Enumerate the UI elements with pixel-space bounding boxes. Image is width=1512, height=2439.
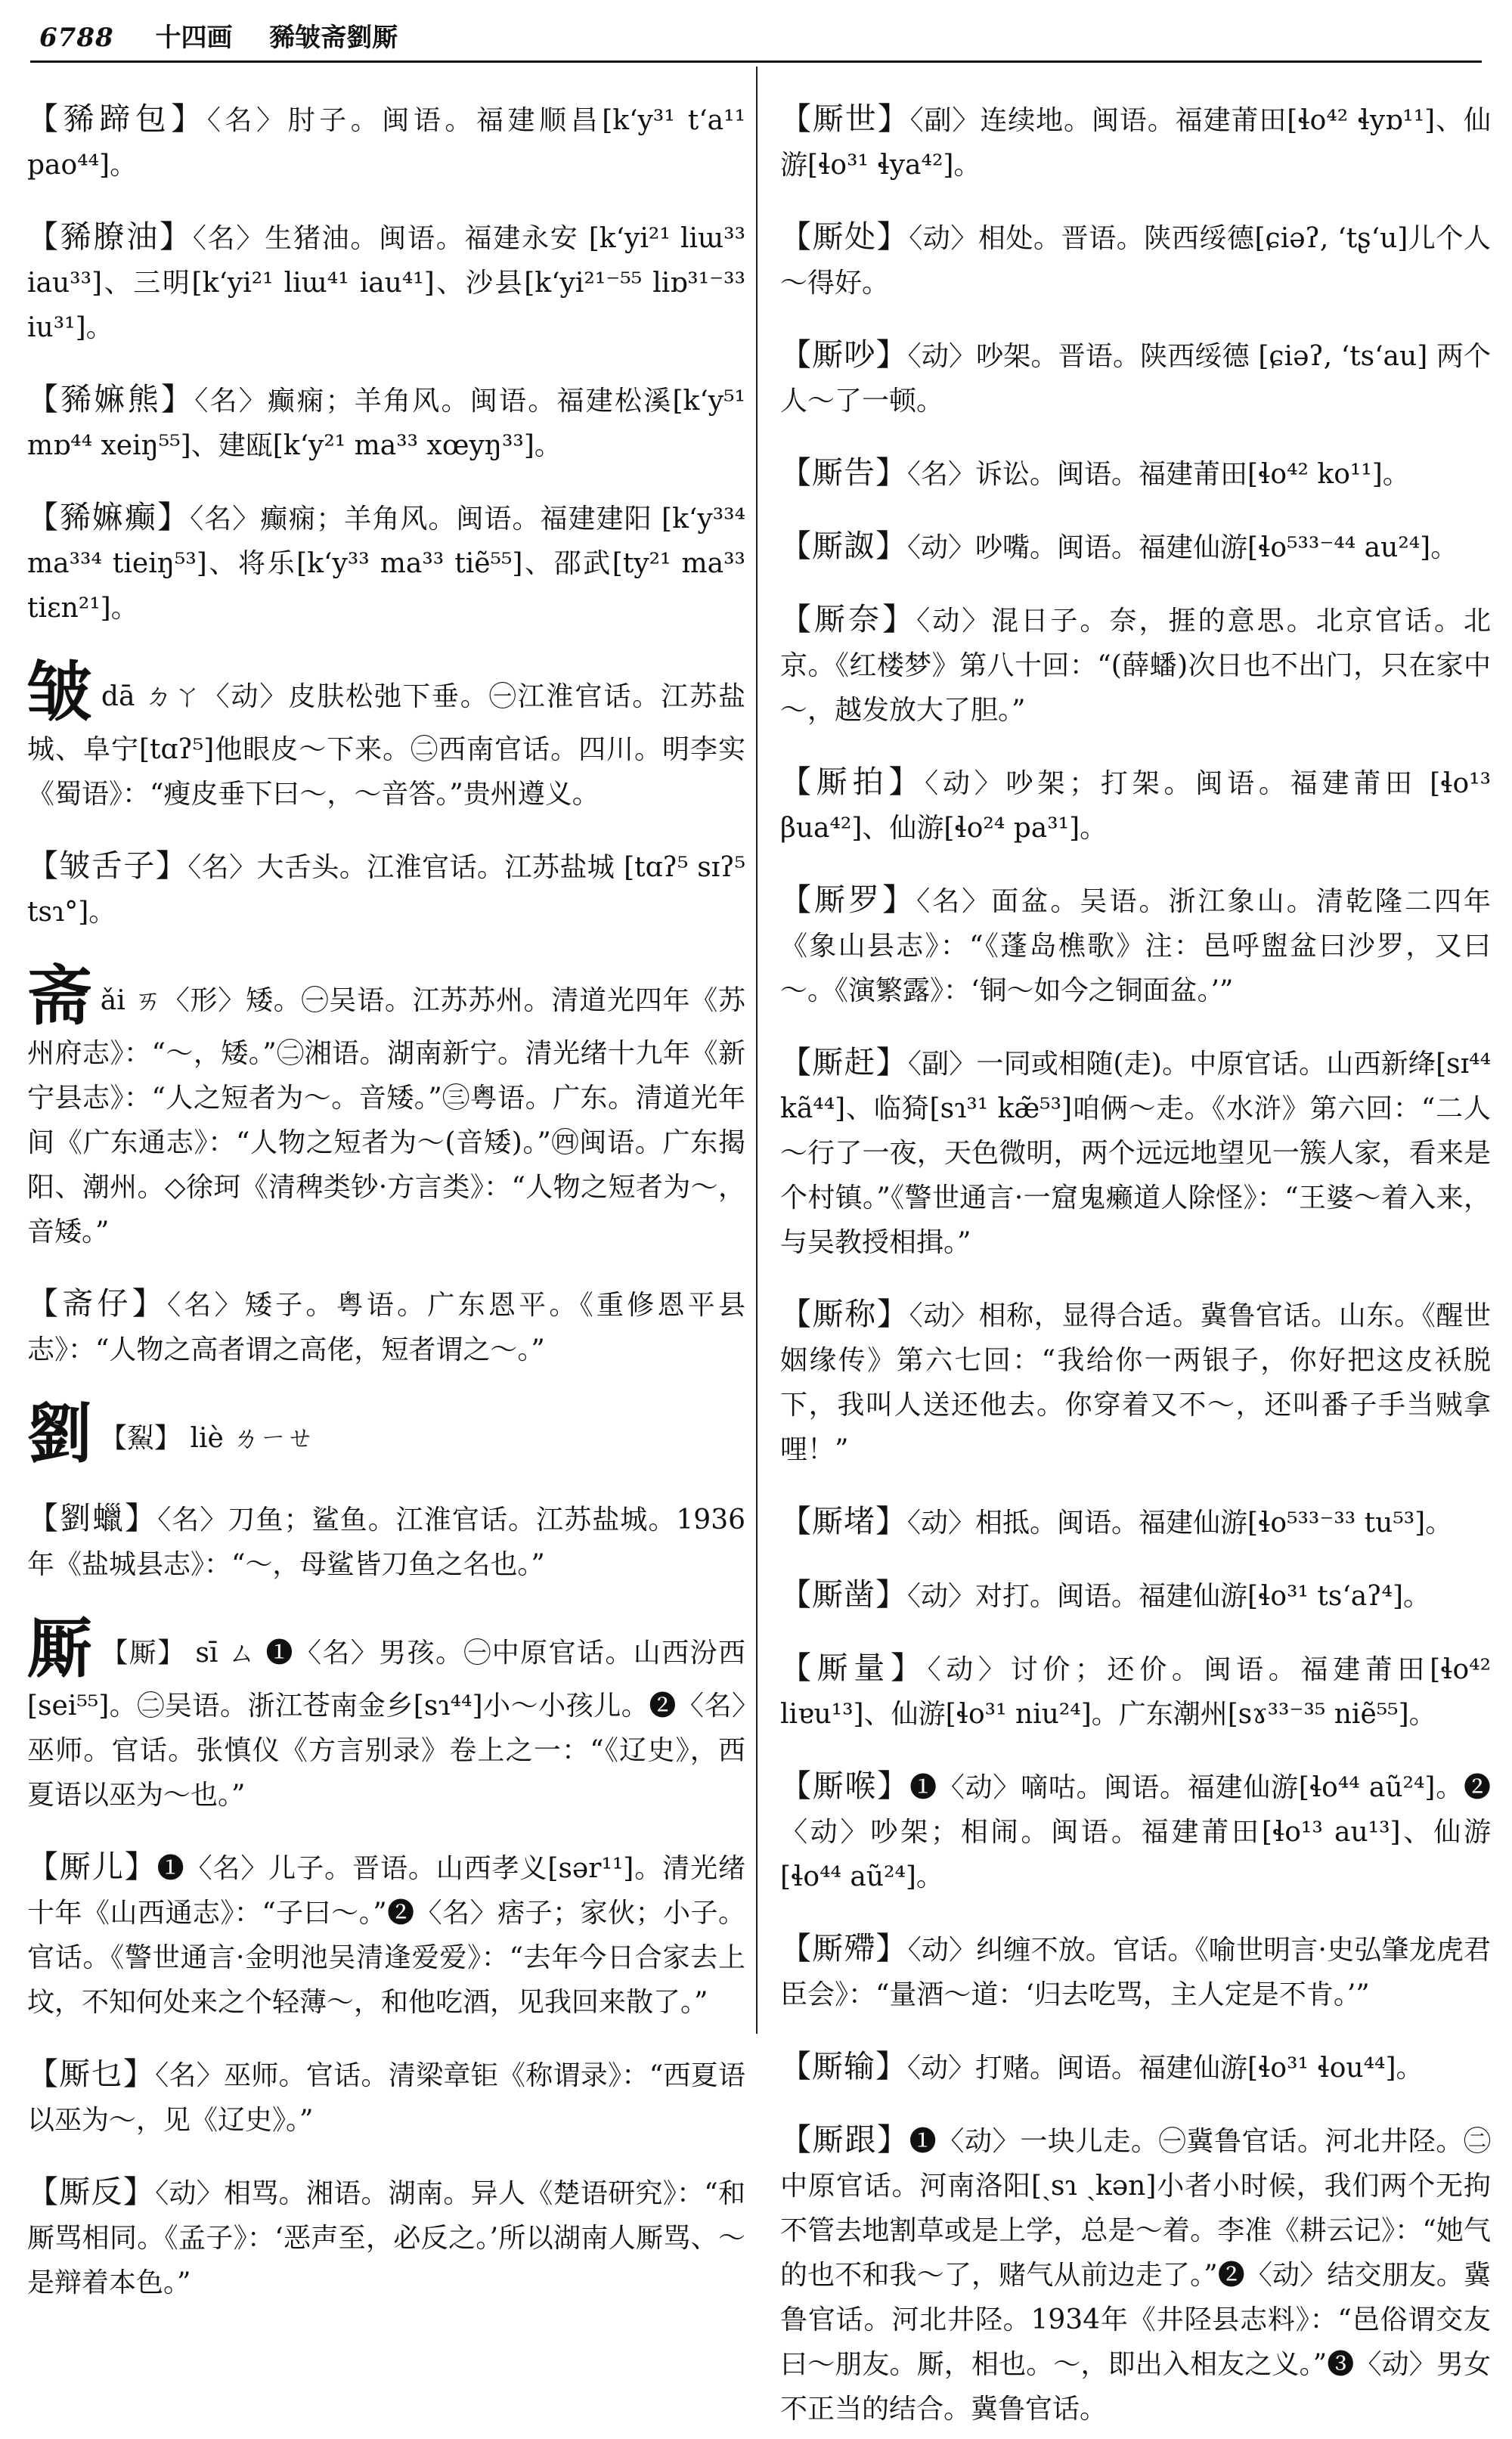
entry-text: 〈动〉吵架。晋语。陕西绥德 [ɕiəʔ, ʻtsʻau] 两个人～了一顿。 (780, 341, 1492, 417)
entry-text: 〈动〉相抵。闽语。福建仙游[ɬo⁵³³⁻³³ tu⁵³]。 (907, 1508, 1453, 1539)
entry (780, 1573, 1491, 1619)
entry-text: 〈名〉癫痫；羊角风。闽语。福建松溪[kʻy⁵¹ mɒ⁴⁴ xeiŋ⁵⁵]、建瓯[kʻy²¹ ma³³ xœyŋ³³]。 (27, 386, 745, 461)
entry (780, 878, 1491, 1013)
entry-head: 【豨蹄包】 (27, 101, 207, 137)
entry-text: 〈名〉生猪油。闽语。福建永安 [kʻyi²¹ liɯ³³ iau³³]、三明[kʻyi²¹ liɯ⁴¹ iau⁴¹]、沙县[kʻyi²¹⁻⁵⁵ liɒ³¹⁻³³ iu³¹]。 (27, 223, 745, 343)
headword-entry (27, 654, 746, 817)
entry-text: 〈名〉巫师。官话。清梁章钜《称谓录》：“西夏语以巫为～，见《辽史》。” (27, 2060, 746, 2136)
entry-head: 【厮罗】 (780, 882, 917, 918)
headword-entry (27, 1610, 745, 1818)
entry-text: 〈名〉肘子。闽语。福建顺昌[kʻy³¹ tʻa¹¹ pao⁴⁴]。 (27, 105, 746, 181)
entry-text: 【厮】 sī ㄙ ❶〈名〉男孩。㊀中原官话。山西汾西[sei⁵⁵]。㊁吴语。浙江苍南金乡[sɿ⁴⁴]小～小孩儿。❷〈名〉巫师。官话。张慎仪《方言别录》卷上之一：“《辽史》，西夏语以巫为～也。” (27, 1638, 745, 1811)
headword-char: 劉 (27, 1396, 92, 1472)
stroke-section: 十四画 (155, 23, 233, 53)
entry-head: 【厮赶】 (780, 1044, 908, 1080)
entry-text: 〈动〉纠缠不放。官话。《喻世明言·史弘肇龙虎君臣会》：“量酒～道：‘归去吃骂，主人定是不肯。’” (780, 1935, 1491, 2010)
entry-text: 〈名〉诉讼。闽语。福建莆田[ɬo⁴² ko¹¹]。 (907, 459, 1410, 490)
entry (27, 1845, 745, 2025)
entry (27, 844, 745, 934)
entry (780, 760, 1491, 851)
entry (27, 1281, 745, 1372)
entry-head: 【厮乜】 (27, 2056, 156, 2092)
entry (780, 1040, 1491, 1265)
entry (780, 333, 1491, 423)
entry-head: 【厮反】 (27, 2174, 156, 2210)
entry-head: 【厮詉】 (780, 528, 907, 564)
entry (780, 1926, 1491, 2017)
entry (780, 1292, 1491, 1472)
entry-text: 〈名〉癫痫；羊角风。闽语。福建建阳 [kʻy³³⁴ ma³³⁴ tieiŋ⁵³]、将乐[kʻy³³ ma³³ tiẽ⁵⁵]、邵武[ty²¹ ma³³ tiɛn²¹]。 (27, 504, 745, 624)
entry-head: 【皱舌子】 (27, 848, 188, 884)
entry-text: 〈副〉连续地。闽语。福建莆田[ɬo⁴² ɬyɒ¹¹]、仙游[ɬo³¹ ɬya⁴²]。 (780, 105, 1492, 181)
entry-text: 〈动〉相称，显得合适。冀鲁官话。山东。《醒世姻缘传》第六七回：“我给你一两银子，你好把这皮袄脱下，我叫人送还他去。你穿着又不～，还叫番子手当贼拿哩！” (780, 1300, 1491, 1465)
headword-char: 斋 (27, 958, 93, 1034)
entry-head: 【厮儿】 (27, 1849, 157, 1885)
entry (27, 2052, 745, 2143)
entry-head: 【厮拍】 (780, 764, 925, 800)
header-rule (30, 60, 1482, 63)
entry (780, 2118, 1491, 2431)
entry-head: 【豨嫲熊】 (27, 381, 195, 417)
entry (27, 2170, 745, 2305)
entry-text: ❶〈动〉一块儿走。㊀冀鲁官话。河北井陉。㊁中原官话。河南洛阳[ˏsɿ ˏkən]小者小时候，我们两个无拘不管去地割草或是上学，总是～着。李准《耕云记》：“她气的也不和我～了，赌气从前边走了。”❷〈动〉结交朋友。冀鲁官话。河北井陉。1934年《井陉县志料》：“邑俗谓交友曰～朋友。厮，相也。～，即出入相友之义。”❸〈动〉男女不正当的结合。冀鲁官话。 (780, 2126, 1491, 2425)
entry (780, 1646, 1491, 1737)
entry-head: 【厮告】 (780, 454, 907, 491)
entry-text: 〈动〉打赌。闽语。福建仙游[ɬo³¹ ɬou⁴⁴]。 (907, 2053, 1424, 2084)
entry-head: 【豨嫲癫】 (27, 499, 191, 535)
entry (27, 215, 745, 350)
entry-text: 【鮤】 liè ㄌㄧㄝ (100, 1423, 314, 1454)
page-header (39, 15, 1476, 60)
entry-text: dā ㄉㄚ〈动〉皮肤松弛下垂。㊀江淮官话。江苏盐城、阜宁[tɑʔ⁵]他眼皮～下来。㊁西南官话。四川。明李实《蜀语》：“瘦皮垂下曰～，～音答。”贵州遵义。 (27, 681, 746, 810)
entry-text: 〈动〉吵嘴。闽语。福建仙游[ɬo⁵³³⁻⁴⁴ au²⁴]。 (907, 532, 1458, 563)
entry-text: ❶〈动〉嘀咕。闽语。福建仙游[ɬo⁴⁴ aũ²⁴]。❷〈动〉吵架；相闹。闽语。福建莆田[ɬo¹³ au¹³]、仙游[ɬo⁴⁴ aũ²⁴]。 (780, 1772, 1491, 1892)
entry (780, 1499, 1491, 1545)
entry-head: 【厮量】 (780, 1650, 928, 1686)
entry (780, 597, 1491, 733)
entry-text: 〈动〉相骂。湘语。湖南。异人《楚语研究》：“和厮骂相同。《孟子》：‘恶声至，必反之。’所以湖南人厮骂、～是辩着本色。” (27, 2178, 746, 2298)
entry (780, 215, 1491, 305)
entry (780, 524, 1491, 570)
entry-text: 〈名〉矮子。粤语。广东恩平。《重修恩平县志》：“人物之高者谓之高佬，短者谓之～。” (27, 1290, 745, 1365)
entry-text: ❶〈名〉儿子。晋语。山西孝义[sər¹¹]。清光绪十年《山西通志》：“子曰～。”❷〈名〉痞子；家伙；小子。官话。《警世通言·金明池吴清逢爱爱》：“去年今日合家去上坟，不知何处来之个轻薄～，和他吃酒，见我回来散了。” (27, 1853, 745, 2018)
entry (27, 1496, 745, 1587)
entry-head: 【斋仔】 (27, 1285, 168, 1322)
entry (27, 97, 745, 187)
page-number: 6788 (39, 23, 114, 53)
entry-head: 【厮称】 (780, 1296, 909, 1332)
entry-head: 【厮跟】 (780, 2121, 909, 2158)
entry-text: 〈名〉大舌头。江淮官话。江苏盐城 [tɑʔ⁵ sɪʔ⁵ tsɿ°]。 (27, 852, 745, 928)
column-divider (756, 67, 758, 2034)
entry (27, 377, 745, 468)
entry (780, 97, 1491, 187)
entry-text: 〈动〉相处。晋语。陕西绥德[ɕiəʔ, ʻtʂʻu]儿个人～得好。 (780, 223, 1491, 299)
entry-text: 〈动〉对打。闽语。福建仙游[ɬo³¹ tsʻaʔ⁴]。 (907, 1581, 1430, 1612)
right-column (780, 70, 1491, 2439)
entry-text: 〈动〉吵架；打架。闽语。福建莆田 [ɬo¹³ βua⁴²]、仙游[ɬo²⁴ pa³¹]。 (780, 768, 1492, 844)
headword-entry (27, 1396, 745, 1472)
entry-text: 〈名〉刀鱼；鲨鱼。江淮官话。江苏盐城。1936年《盐城县志》：“～，母鲨皆刀鱼之名也。” (27, 1505, 746, 1580)
entry-text: 〈副〉一同或相随(走)。中原官话。山西新绛[sɪ⁴⁴ kã⁴⁴]、临猗[sɿ³¹ kæ̃⁵³]咱俩～走。《水浒》第六回：“二人～行了一夜，天色微明，两个远远地望见一簇人家，看来是个村镇。”《警世通言·一窟鬼癞道人除怪》：“王婆～着入来，与吴教授相揖。” (780, 1049, 1491, 1258)
entry (780, 2044, 1491, 2090)
entry-head: 【厮处】 (780, 218, 909, 255)
entry (780, 1764, 1491, 1899)
entry-head: 【豨膫油】 (27, 218, 193, 255)
entry-head: 【劉蠟】 (27, 1500, 158, 1536)
entry-head: 【厮堵】 (780, 1503, 907, 1539)
entry-head: 【厮凿】 (780, 1576, 907, 1613)
entry-text: 〈动〉讨价；还价。闽语。福建莆田[ɬo⁴² liɐu¹³]、仙游[ɬo³¹ niu²⁴]。广东潮州[sɤ³³⁻³⁵ niẽ⁵⁵]。 (780, 1654, 1492, 1730)
headword-char: 皱 (27, 654, 94, 730)
entry-text: 〈动〉混日子。奈，捱的意思。北京官话。北京。《红楼梦》第八十回：“(薛蟠)次日也不出门，只在家中～，越发放大了胆。” (780, 606, 1491, 726)
header-characters: 豨皱斋劉厮 (269, 23, 398, 53)
entry-text: ǎi ㄞ〈形〉矮。㊀吴语。江苏苏州。清道光四年《苏州府志》：“～，矮。”㊁湘语。湖南新宁。清光绪十九年《新宁县志》：“人之短者为～。音矮。”㊂粤语。广东。清道光年间《广东通志》：“人物之短者为～(音矮)。”㊃闽语。广东揭阳、潮州。◇徐珂《清稗类钞·方言类》：“人物之短者为～，音矮。” (27, 985, 745, 1247)
entry-head: 【厮奈】 (780, 601, 917, 637)
entry-head: 【厮殢】 (780, 1930, 908, 1966)
entry-head: 【厮喉】 (780, 1768, 910, 1804)
headword-char: 厮 (27, 1610, 94, 1687)
entry-head: 【厮输】 (780, 2048, 907, 2084)
entry (27, 495, 745, 631)
headword-entry (27, 958, 745, 1254)
entry-text: 〈名〉面盆。吴语。浙江象山。清乾隆二四年《象山县志》：“《蓬岛樵歌》注：邑呼盥盆曰沙罗，又曰～。《演繁露》：‘铜～如今之铜面盆。’” (780, 886, 1491, 1006)
entry-head: 【厮世】 (780, 101, 910, 137)
entry (780, 451, 1491, 497)
left-column (27, 70, 745, 2313)
entry-head: 【厮吵】 (780, 336, 908, 373)
